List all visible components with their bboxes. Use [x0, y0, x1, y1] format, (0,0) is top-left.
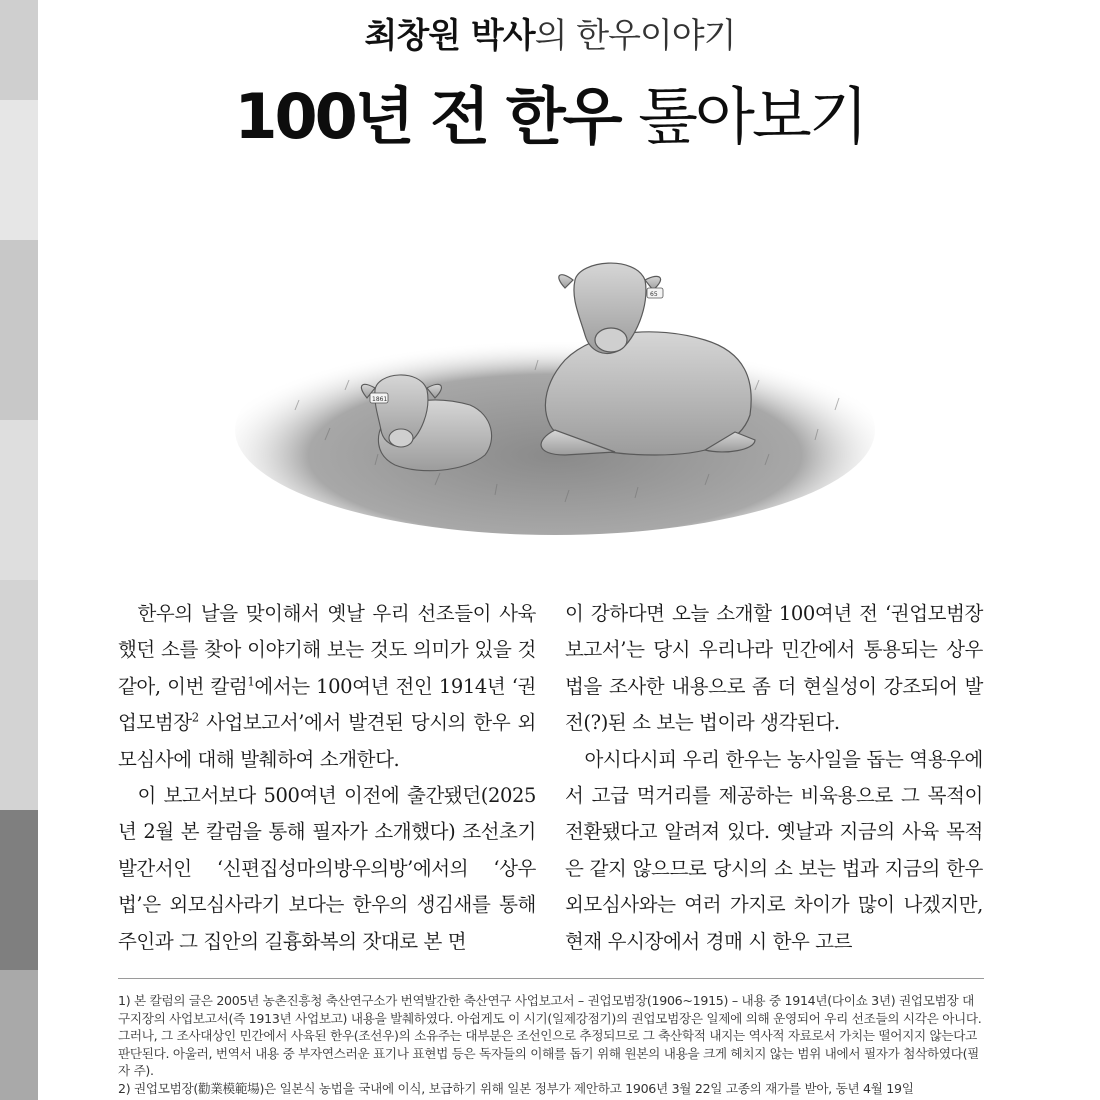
page-header: [0, 0, 1100, 156]
footnote-ref: 1: [247, 674, 255, 689]
paragraph: 한우의 날을 맞이해서 옛날 우리 선조들이 사육했던 소를 찾아 이야기해 보는 것도 의미가 있을 것 같아, 이번 칼럼$^1$에서는 100여년 전인 1914년 ‘권업모범장$^2$ 사업보고서’에서 발견된 당시의 한우 외모심사에 대해 발췌하여 소개한다.: [118, 602, 536, 771]
body-column-left: [118, 596, 536, 960]
title-bold: 100년 전 한우: [234, 80, 639, 153]
paragraph: 이 강하다면 오늘 소개할 100여년 전 ‘권업모범장 보고서’는 당시 우리나라 민간에서 통용되는 상우법을 조사한 내용으로 좀 더 현실성이 강조되어 발전(?)된 소 보는 법이라 생각된다.: [565, 602, 983, 735]
cow-ear-tag-number: 65: [650, 291, 658, 298]
footnotes: [118, 992, 984, 1098]
body-column-right: [565, 596, 983, 960]
calf-ear-tag-number: 1861: [372, 396, 388, 403]
page-title: [0, 67, 1100, 156]
paragraph: 아시다시피 우리 한우는 농사일을 돕는 역용우에서 고급 먹거리를 제공하는 비육용으로 그 목적이 전환됐다고 알려져 있다. 옛날과 지금의 사육 목적은 같지 않으므로 당시의 소 보는 법과 지금의 한우 외모심사와는 여러 가지로 차이가 많이 나겠지만, 현재 우시장에서 경매 시 한우 고르: [565, 747, 983, 953]
cattle-photo: [235, 240, 875, 540]
column-kicker: [0, 8, 1100, 57]
footnote-divider: [118, 978, 984, 979]
kicker-author: 최창원 박사: [364, 16, 535, 56]
footnote-2: 2) 권업모범장(勸業模範場)은 일본식 농법을 국내에 이식, 보급하기 위해 일본 정부가 제안하고 1906년 3월 22일 고종의 재가를 받아, 동년 4월 19일: [118, 1080, 914, 1096]
paragraph: 이 보고서보다 500여년 이전에 출간됐던(2025년 2월 본 칼럼을 통해 필자가 소개했다) 조선초기 발간서인 ‘신편집성마의방우의방’에서의 ‘상우법’은 외모심사라기 보다는 한우의 생김새를 통해 주인과 그 집안의 길흉화복의 잣대로 본 면: [118, 784, 536, 953]
footnote-ref: 2: [191, 710, 199, 725]
left-side-band: [0, 0, 38, 1100]
footnote-1: 1) 본 칼럼의 글은 2005년 농촌진흥청 축산연구소가 번역발간한 축산연구 사업보고서 – 권업모범장(1906~1915) – 내용 중 1914년(다이쇼 3년) 권업모범장 대구지장의 사업보고서(즉 1913년 사업보고) 내용을 발췌하였다. 아쉽게도 이 시기(일제강점기)의 권업모범장은 일제에 의해 운영되어 우리 선조들의 시각은 아니다. 그러나, 그 조사대상인 민간에서 사육된 한우(조선우)의 소유주는 대부분은 조선인으로 추정되므로 그 축산학적 내지는 역사적 자료로서 가치는 떨어지지 않는다고 판단된다. 아울러, 번역서 내용 중 부자연스러운 표기나 표현법 등은 독자들의 이해를 돕기 위해 원본의 내용을 크게 헤치지 않는 범위 내에서 필자가 첨삭하였다(필자 주).: [118, 993, 982, 1079]
title-thin: 톺아보기: [638, 80, 866, 153]
kicker-series: 의 한우이야기: [534, 16, 736, 56]
